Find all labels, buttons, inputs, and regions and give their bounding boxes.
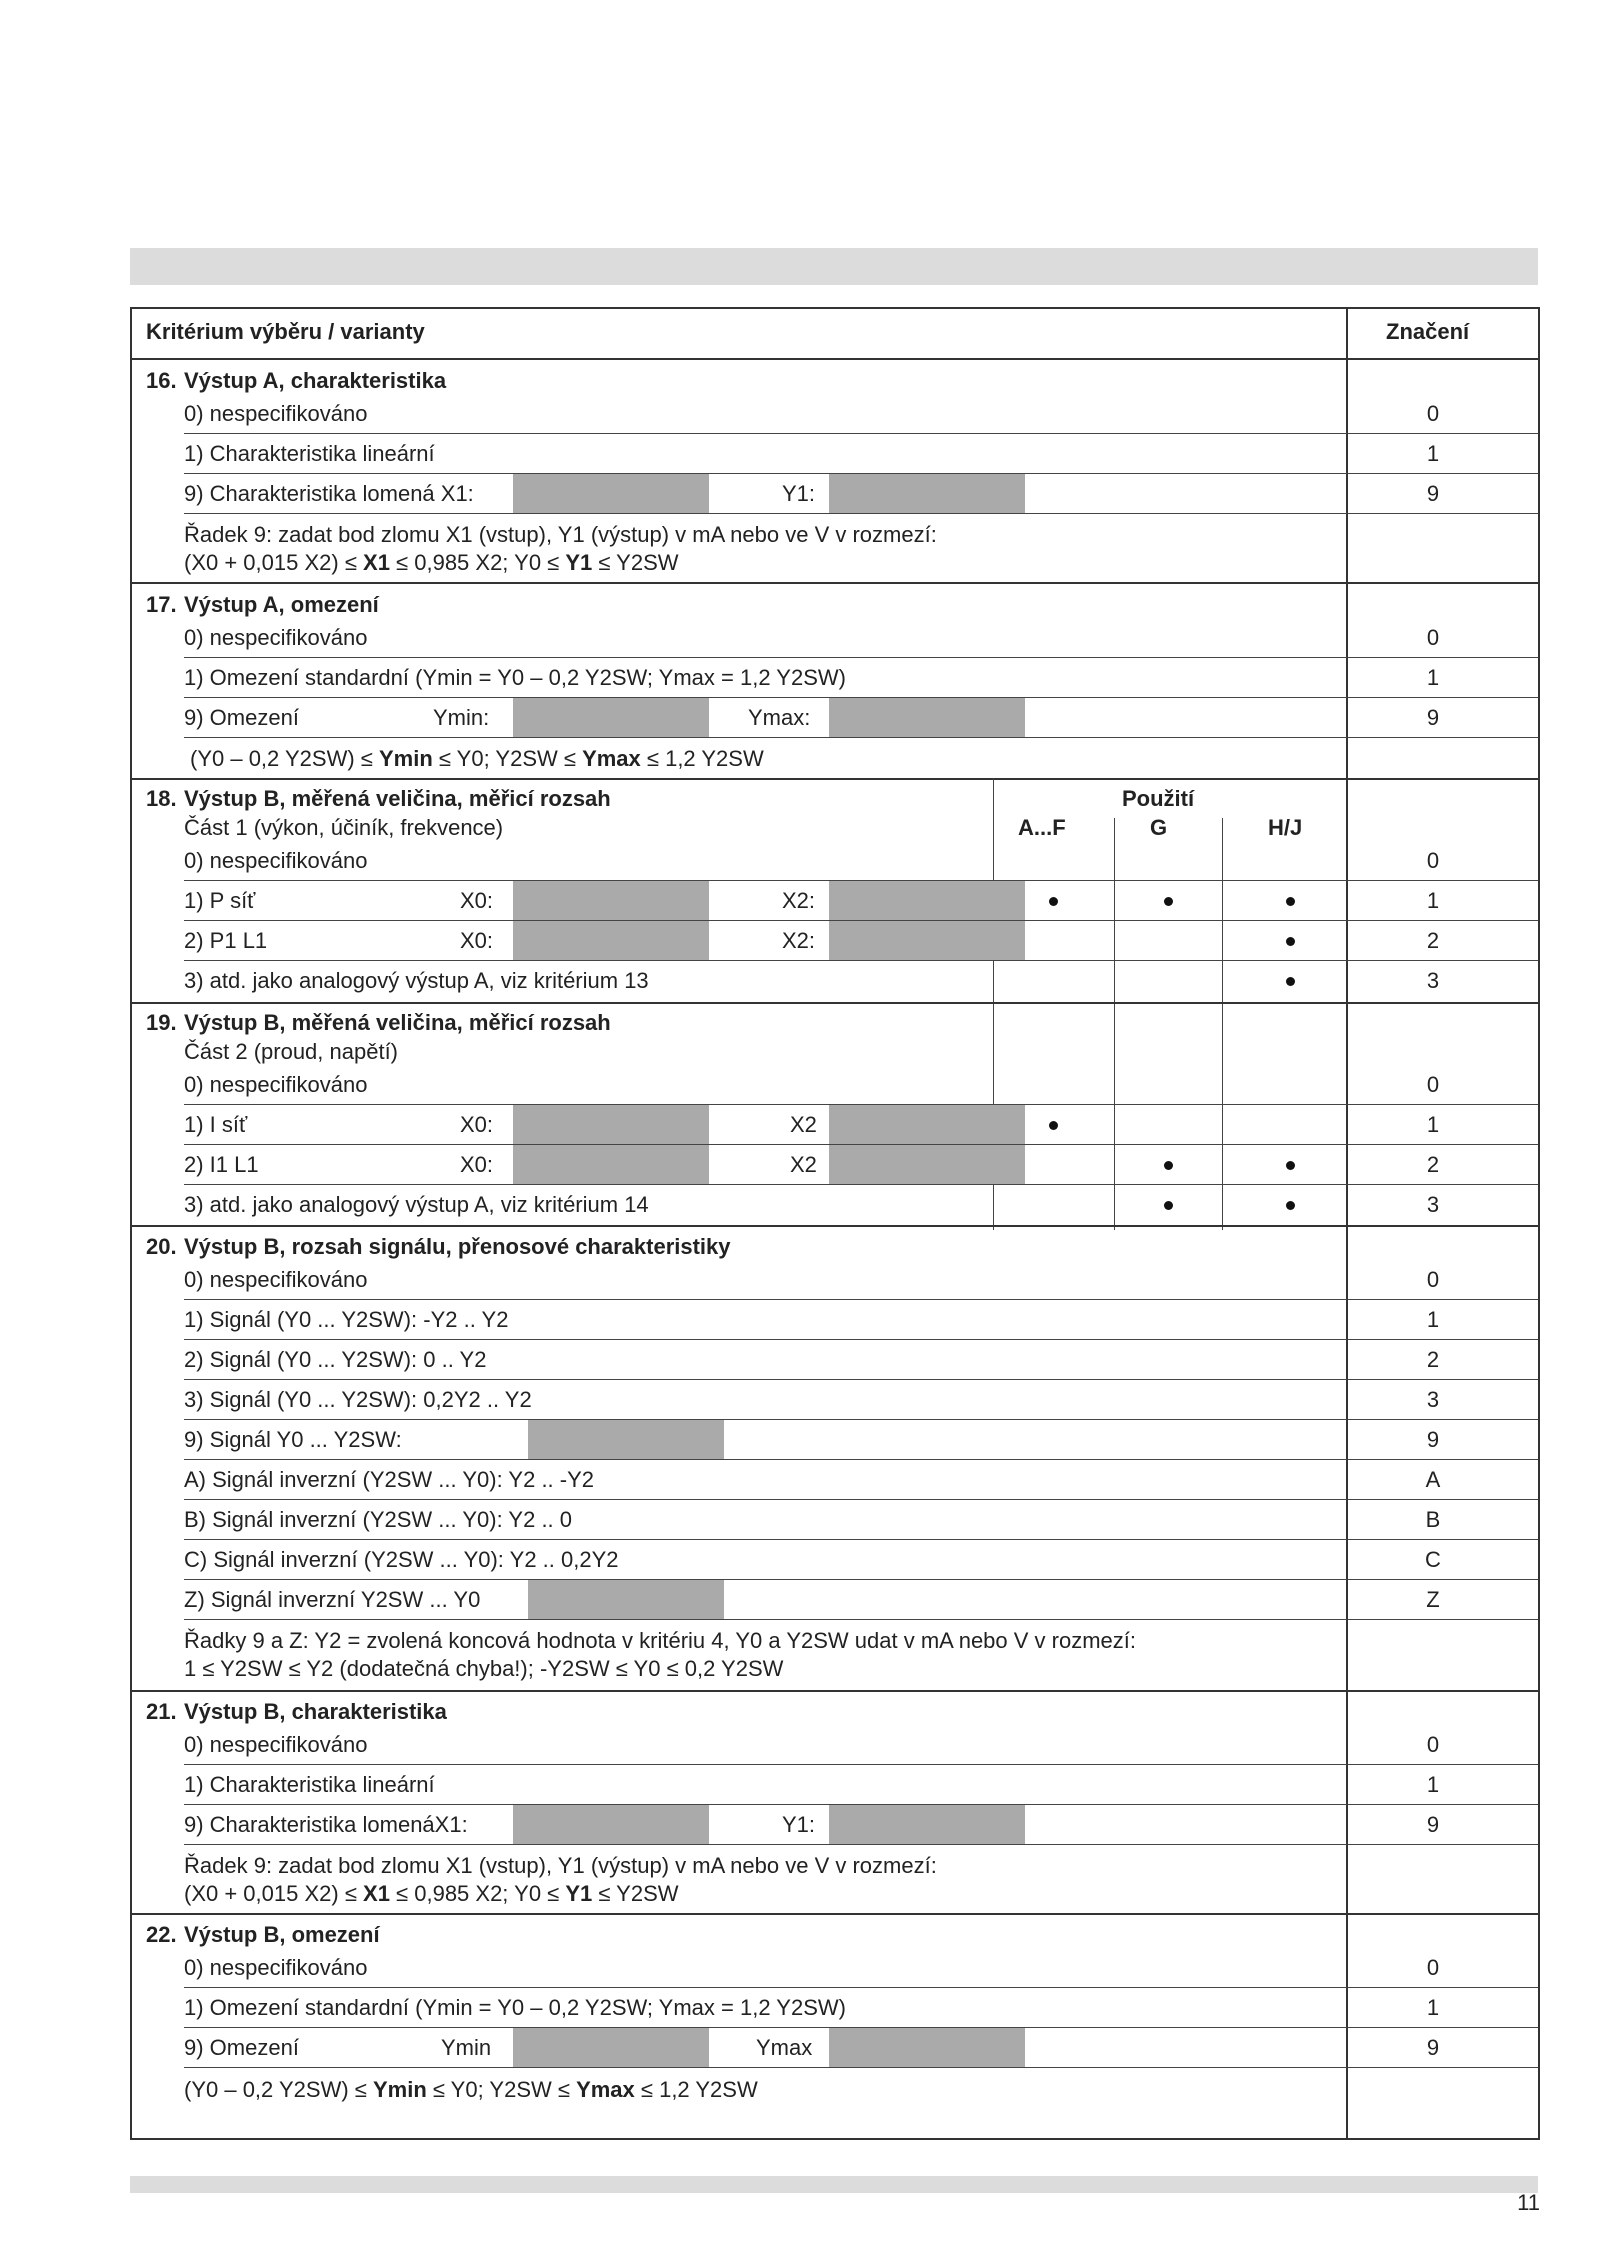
s17-code-1: 1 (1426, 665, 1440, 690)
s16-option-9: 9) Charakteristika lomená X1: (184, 481, 474, 506)
row-divider (184, 433, 1538, 434)
x2-input-field[interactable] (829, 881, 1025, 920)
s16-option-1: 1) Charakteristika lineární (184, 441, 435, 466)
s20-option-c: C) Signál inverzní (Y2SW ... Y0): Y2 .. 0,2Y2 (184, 1547, 619, 1572)
section-divider (130, 778, 1540, 780)
header-criteria: Kritérium výběru / varianty (146, 319, 425, 344)
section-19-number: 19. (146, 1010, 177, 1035)
s22-option-0: 0) nespecifikováno (184, 1955, 368, 1980)
row-divider (184, 1299, 1538, 1300)
usage-dot (1286, 1201, 1295, 1210)
s18-option-3: 3) atd. jako analogový výstup A, viz kritérium 13 (184, 968, 649, 993)
s19-code-1: 1 (1426, 1112, 1440, 1137)
x2-input-field[interactable] (829, 921, 1025, 960)
s17-option-1: 1) Omezení standardní (Ymin = Y0 – 0,2 Y2SW; Ymax = 1,2 Y2SW) (184, 665, 846, 690)
s22-option-9: 9) Omezení (184, 2035, 299, 2060)
s20-note-line2: 1 ≤ Y2SW ≤ Y2 (dodatečná chyba!); -Y2SW ≤ Y0 ≤ 0,2 Y2SW (184, 1656, 784, 1681)
s16-code-1: 1 (1426, 441, 1440, 466)
s22-code-1: 1 (1426, 1995, 1440, 2020)
x2-input-field[interactable] (829, 1145, 1025, 1184)
s21-code-1: 1 (1426, 1772, 1440, 1797)
usage-dot (1164, 1161, 1173, 1170)
row-divider (184, 737, 1538, 738)
header-divider (130, 358, 1540, 360)
ymin-input-field[interactable] (513, 698, 709, 737)
s19-code-0: 0 (1426, 1072, 1440, 1097)
row-divider (184, 1844, 1538, 1845)
s18-code-2: 2 (1426, 928, 1440, 953)
usage-dot (1286, 897, 1295, 906)
s21-note-line2: (X0 + 0,015 X2) ≤ X1 ≤ 0,985 X2; Y0 ≤ Y1 ≤ Y2SW (184, 1881, 679, 1906)
s19-subtitle: Část 2 (proud, napětí) (184, 1039, 399, 1064)
s20-option-a: A) Signál inverzní (Y2SW ... Y0): Y2 .. -Y2 (184, 1467, 595, 1492)
section-divider (130, 582, 1540, 584)
s20-option-0: 0) nespecifikováno (184, 1267, 368, 1292)
usage-col-a-f: A...F (1018, 815, 1066, 840)
s17-option-9: 9) Omezení (184, 705, 299, 730)
s22-ymax-label: Ymax (756, 2035, 813, 2060)
row-divider (184, 1419, 1538, 1420)
row-divider (184, 1459, 1538, 1460)
s19-option-0: 0) nespecifikováno (184, 1072, 368, 1097)
s17-ymax-label: Ymax: (748, 705, 811, 730)
section-17-title: Výstup A, omezení (184, 592, 379, 617)
x1-input-field[interactable] (513, 1805, 709, 1844)
ymax-input-field[interactable] (829, 2028, 1025, 2067)
section-divider (130, 1913, 1540, 1915)
top-band (130, 248, 1538, 285)
s21-y1-label: Y1: (782, 1812, 816, 1837)
s20-code-z: Z (1426, 1587, 1440, 1612)
section-21-title: Výstup B, charakteristika (184, 1699, 447, 1724)
s18-subtitle: Část 1 (výkon, účiník, frekvence) (184, 815, 504, 840)
section-16-title: Výstup A, charakteristika (184, 368, 447, 393)
s22-ymin-label: Ymin (441, 2035, 492, 2060)
usage-dot (1049, 1121, 1058, 1130)
row-divider (184, 1499, 1538, 1500)
page-number: 11 (1517, 2190, 1540, 2215)
row-divider (184, 1579, 1538, 1580)
x2-input-field[interactable] (829, 1105, 1025, 1144)
s18-code-0: 0 (1426, 848, 1440, 873)
s20-code-b: B (1425, 1507, 1441, 1532)
s19-x0-label: X0: (460, 1112, 494, 1137)
row-divider (184, 960, 1538, 961)
x0-input-field[interactable] (513, 1145, 709, 1184)
section-divider (130, 1002, 1540, 1004)
row-divider (184, 1619, 1538, 1620)
s22-code-0: 0 (1426, 1955, 1440, 1980)
section-19-title: Výstup B, měřená veličina, měřicí rozsah (184, 1010, 611, 1035)
s20-code-0: 0 (1426, 1267, 1440, 1292)
section-16-number: 16. (146, 368, 177, 393)
s17-note: (Y0 – 0,2 Y2SW) ≤ Ymin ≤ Y0; Y2SW ≤ Ymax ≤ 1,2 Y2SW (190, 746, 764, 771)
s18-x2-label: X2: (782, 928, 816, 953)
section-21-number: 21. (146, 1699, 177, 1724)
s20-code-c: C (1425, 1547, 1441, 1572)
s16-note-line1: Řadek 9: zadat bod zlomu X1 (vstup), Y1 (výstup) v mA nebo ve V v rozmezí: (184, 522, 937, 547)
row-divider (184, 1539, 1538, 1540)
y1-input-field[interactable] (829, 1805, 1025, 1844)
signal-range-input-field[interactable] (528, 1420, 724, 1459)
row-divider (184, 1184, 1538, 1185)
x0-input-field[interactable] (513, 921, 709, 960)
s19-option-2: 2) I1 L1 (184, 1152, 259, 1177)
s21-note-line1: Řadek 9: zadat bod zlomu X1 (vstup), Y1 (výstup) v mA nebo ve V v rozmezí: (184, 1853, 937, 1878)
s22-option-1: 1) Omezení standardní (Ymin = Y0 – 0,2 Y2SW; Ymax = 1,2 Y2SW) (184, 1995, 846, 2020)
s18-code-3: 3 (1426, 968, 1440, 993)
s19-x2-label: X2 (790, 1112, 817, 1137)
row-divider (184, 513, 1538, 514)
row-divider (184, 657, 1538, 658)
x0-input-field[interactable] (513, 1105, 709, 1144)
section-22-title: Výstup B, omezení (184, 1922, 380, 1947)
s19-x0-label: X0: (460, 1152, 494, 1177)
s20-note-line1: Řadky 9 a Z: Y2 = zvolená koncová hodnota v kritériu 4, Y0 a Y2SW udat v mA nebo V v rozmezí: (184, 1628, 1137, 1653)
s16-code-0: 0 (1426, 401, 1440, 426)
s19-option-1: 1) I síť (184, 1112, 248, 1137)
s22-note: (Y0 – 0,2 Y2SW) ≤ Ymin ≤ Y0; Y2SW ≤ Ymax ≤ 1,2 Y2SW (184, 2077, 758, 2102)
section-18-title: Výstup B, měřená veličina, měřicí rozsah (184, 786, 611, 811)
s17-code-0: 0 (1426, 625, 1440, 650)
s16-code-9: 9 (1426, 481, 1440, 506)
s18-option-1: 1) P síť (184, 888, 256, 913)
bottom-band (130, 2176, 1538, 2193)
s18-x2-label: X2: (782, 888, 816, 913)
usage-col-g: G (1150, 815, 1168, 840)
usage-dot (1286, 1161, 1295, 1170)
s17-option-0: 0) nespecifikováno (184, 625, 368, 650)
usage-dot (1286, 977, 1295, 986)
usage-dot (1049, 897, 1058, 906)
s20-option-1: 1) Signál (Y0 ... Y2SW): -Y2 .. Y2 (184, 1307, 509, 1332)
x0-input-field[interactable] (513, 881, 709, 920)
s21-code-0: 0 (1426, 1732, 1440, 1757)
s19-code-3: 3 (1426, 1192, 1440, 1217)
s20-option-2: 2) Signál (Y0 ... Y2SW): 0 .. Y2 (184, 1347, 487, 1372)
s21-option-1: 1) Charakteristika lineární (184, 1772, 435, 1797)
section-20-number: 20. (146, 1234, 177, 1259)
row-divider (184, 1764, 1538, 1765)
s18-x0-label: X0: (460, 888, 494, 913)
s20-option-z: Z) Signál inverzní Y2SW ... Y0 (184, 1587, 481, 1612)
section-18-number: 18. (146, 786, 177, 811)
s18-option-2: 2) P1 L1 (184, 928, 268, 953)
ymax-input-field[interactable] (829, 698, 1025, 737)
usage-header: Použití (1122, 786, 1195, 811)
s16-note-line2: (X0 + 0,015 X2) ≤ X1 ≤ 0,985 X2; Y0 ≤ Y1 ≤ Y2SW (184, 550, 679, 575)
ymin-input-field[interactable] (513, 2028, 709, 2067)
section-divider (130, 1690, 1540, 1692)
s20-code-2: 2 (1426, 1347, 1440, 1372)
usage-dot (1286, 937, 1295, 946)
y1-input-field[interactable] (829, 474, 1025, 513)
s20-code-a: A (1425, 1467, 1441, 1492)
s22-code-9: 9 (1426, 2035, 1440, 2060)
s20-option-b: B) Signál inverzní (Y2SW ... Y0): Y2 .. 0 (184, 1507, 573, 1532)
s20-code-9: 9 (1426, 1427, 1440, 1452)
s21-option-9: 9) Charakteristika lomenáX1: (184, 1812, 468, 1837)
s21-option-0: 0) nespecifikováno (184, 1732, 368, 1757)
s16-option-0: 0) nespecifikováno (184, 401, 368, 426)
s20-option-3: 3) Signál (Y0 ... Y2SW): 0,2Y2 .. Y2 (184, 1387, 532, 1412)
row-divider (184, 1339, 1538, 1340)
s18-code-1: 1 (1426, 888, 1440, 913)
row-divider (184, 2067, 1538, 2068)
section-20-title: Výstup B, rozsah signálu, přenosové charakteristiky (184, 1234, 731, 1259)
usage-dot (1164, 1201, 1173, 1210)
s17-ymin-label: Ymin: (433, 705, 490, 730)
usage-col-h-j: H/J (1268, 815, 1303, 840)
usage-dot (1164, 897, 1173, 906)
s19-code-2: 2 (1426, 1152, 1440, 1177)
s20-option-9: 9) Signál Y0 ... Y2SW: (184, 1427, 402, 1452)
section-22-number: 22. (146, 1922, 177, 1947)
s18-x0-label: X0: (460, 928, 494, 953)
s17-code-9: 9 (1426, 705, 1440, 730)
x1-input-field[interactable] (513, 474, 709, 513)
s20-code-3: 3 (1426, 1387, 1440, 1412)
header-code: Značení (1386, 319, 1470, 344)
s21-code-9: 9 (1426, 1812, 1440, 1837)
section-17-number: 17. (146, 592, 177, 617)
row-divider (184, 1379, 1538, 1380)
s18-option-0: 0) nespecifikováno (184, 848, 368, 873)
section-divider (130, 1225, 1540, 1227)
s20-code-1: 1 (1426, 1307, 1440, 1332)
s19-x2-label: X2 (790, 1152, 817, 1177)
s19-option-3: 3) atd. jako analogový výstup A, viz kritérium 14 (184, 1192, 649, 1217)
row-divider (184, 1987, 1538, 1988)
inverse-signal-input-field[interactable] (528, 1580, 724, 1619)
s16-y1-label: Y1: (782, 481, 816, 506)
